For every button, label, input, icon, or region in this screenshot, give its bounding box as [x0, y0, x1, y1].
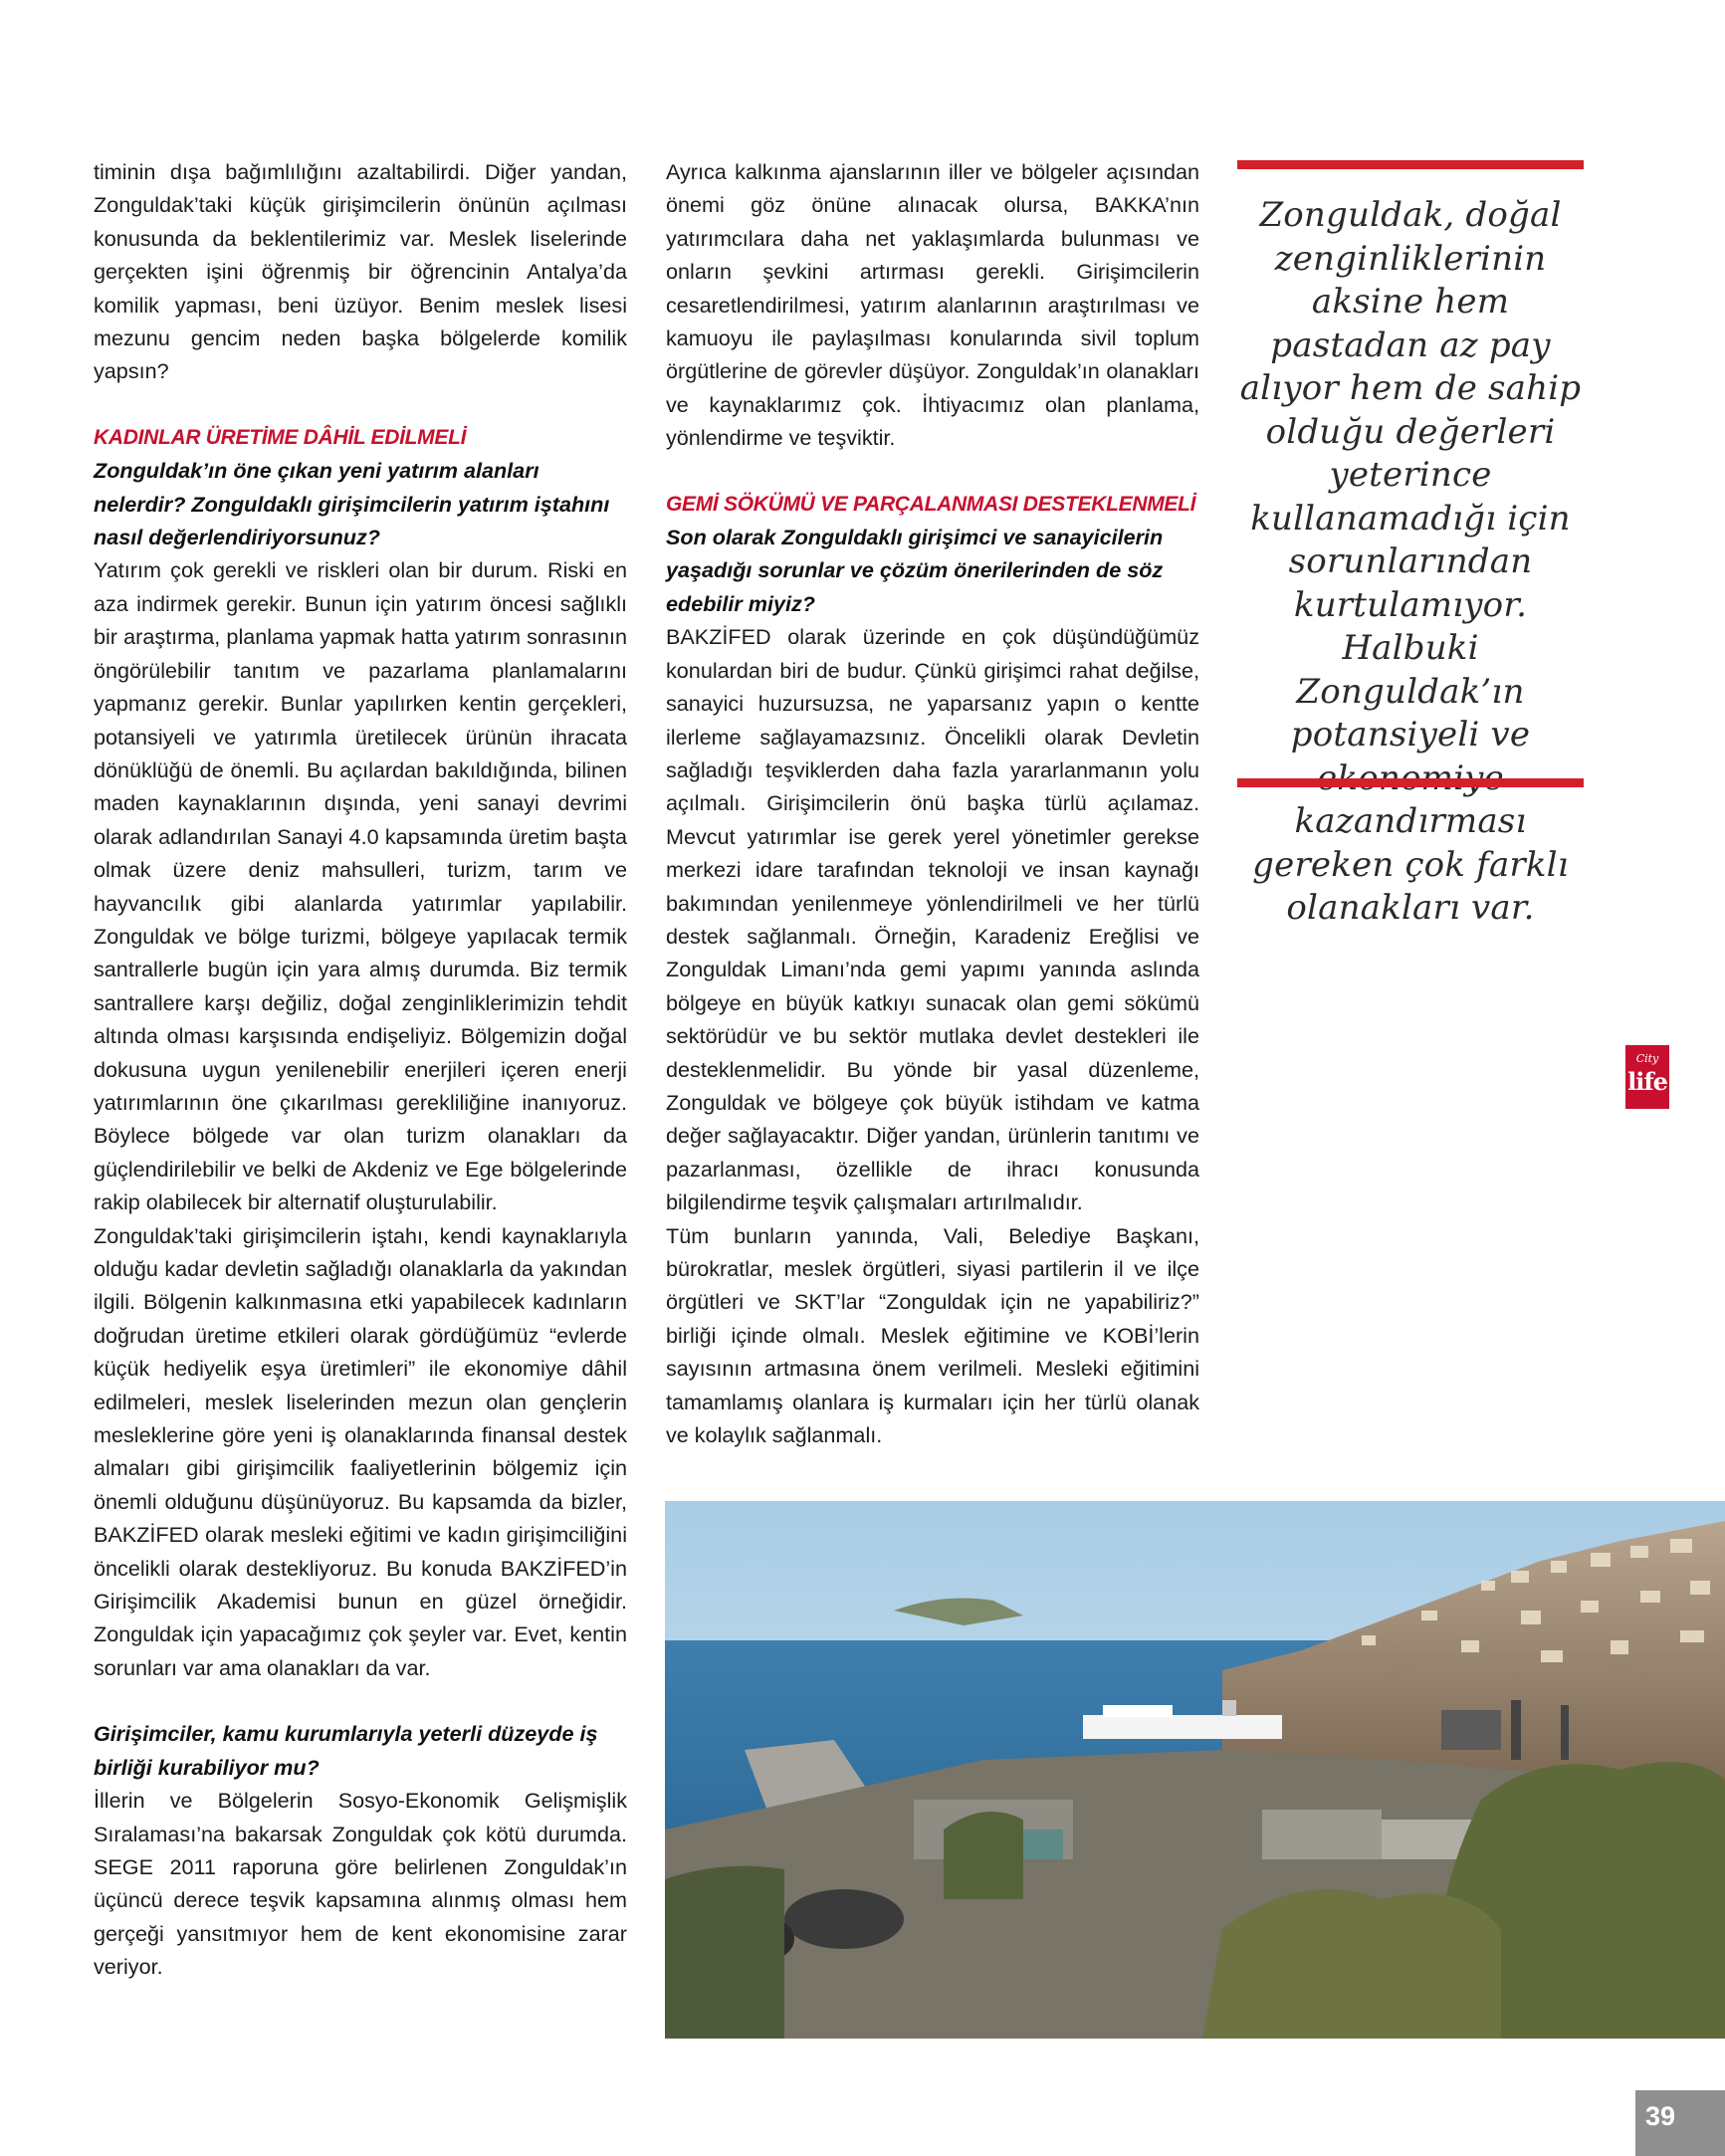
paragraph-answer: BAKZİFED olarak üzerinde en çok düşündüğümüz konulardan biri de budur. Çünkü girişimci rahat değilse, sanayici huzursuzsa, ne yaparsanız yapın o kentte ilerleme sağlayamazsınız. Öncelikli olarak Devletin sağladığı teşviklerden daha fazla yararlanmanın yolu açılmalı. Girişimcilerin önü başka türlü açılamaz. Mevcut yatırımlar ise gerek yerel yönetimler gerekse merkezi idare tarafından teknoloji ve insan kaynağı bakımından yenilenmeye yönlendirilmeli ve her türlü destek sağlanmalı. Örneğin, Karadeniz Ereğlisi ve Zonguldak Limanı’nda gemi yapımı yanında aslında bölgeye en büyük katkıyı sunacak olan gemi sökümü sektörüdür ve bu sektör mutlaka devlet destekleri ile desteklenmelidir. Bu yönde bir yasal düzenleme, Zonguldak ve bölgeye çok büyük istihdam ve katma değer sağlayacaktır. Diğer yandan, ürünlerin tanıtımı ve pazarlanması, özellikle de ihracı konusunda bilgilendirme teşvik çalışmaları artırılmalıdır. — [666, 624, 1199, 1215]
harbor-city-photo — [665, 1501, 1725, 2039]
city-life-logo — [1625, 1045, 1669, 1109]
paragraph-answer: Zonguldak’taki girişimcilerin iştahı, kendi kaynaklarıyla olduğu kadar devletin sağladığı olanaklarla da yakından ilgili. Bölgenin kalkınmasına etki yapabilecek kadınların doğrudan üretime etkileri olarak gördüğümüz “evlerde küçük hediyelik eşya üretimleri” ile ekonomiye dâhil edilmeleri, meslek liselerinden mezun olan gençlerin mesleklerine göre yeni iş olanaklarında finansal destek almaları gibi girişimcilik faaliyetlerinin bölgemiz için önemli olduğunu düşünüyoruz. Bu kapsamda da bizler, BAKZİFED olarak mesleki eğitimi ve kadın girişimciliğini öncelikli olarak destekliyoruz. Bu konuda BAKZİFED’in Girişimcilik Akademisi bunun en güzel örneğidir. Zonguldak için yapacağımız çok şeyler var. Evet, kentin sorunları var ama olanakları da var. — [94, 1222, 627, 1680]
paragraph-intro: timinin dışa bağımlılığını azaltabilirdi. Diğer yandan, Zonguldak’taki küçük girişimcilerin önünün açılması konusunda da beklentilerimiz var. Meslek liselerinde gerçekten işini öğrenmiş bir öğrencinin Antalya’da komilik yapması, beni üzüyor. Benim meslek lisesi mezunu gencim neden başka bölgelerde komilik yapsın? — [94, 159, 627, 384]
paragraph-answer: Tüm bunların yanında, Vali, Belediye Başkanı, bürokratlar, meslek örgütleri, siyasi partilerin il ve ilçe örgütleri ve SKT’lar “Zonguldak için ne yapabiliriz?” birliği içinde olmalı. Meslek eğitimine ve KOBİ’lerin sayısının artmasına önem verilmeli. Mesleki eğitimini tamamlamış olanlara iş kurmaları için her türlü olanak ve kolaylık sağlanmalı. — [666, 1222, 1199, 1448]
logo-text-small: City — [1635, 1052, 1659, 1065]
section-heading-ship: GEMİ SÖKÜMÜ VE PARÇALANMASI DESTEKLENMELİ — [666, 492, 1196, 516]
interview-question: Son olarak Zonguldaklı girişimci ve sanayicilerin yaşadığı sorunlar ve çözüm önerilerinden de söz edebilir miyiz? — [666, 525, 1164, 616]
middle-column — [666, 155, 1199, 1451]
interview-question: Zonguldak’ın öne çıkan yeni yatırım alanları nelerdir? Zonguldaklı girişimcilerin yatırım iştahını nasıl değerlendiriyorsunuz? — [94, 458, 610, 550]
pull-quote-rule-bottom — [1237, 778, 1584, 787]
left-column — [94, 155, 627, 1984]
page-number: 39 — [1635, 2090, 1725, 2156]
paragraph-answer: Ayrıca kalkınma ajanslarının iller ve bölgeler açısından önemi göz önüne alınacak olursa, BAKKA’nın yatırımcılara daha net yaklaşımlarda bulunması ve onların şevkini artırması gerekli. Girişimcilerin cesaretlendirilmesi, yatırım alanlarının araştırılması ve kamuoyu ile paylaşılması konularında sivil toplum örgütlerine de görevler düşüyor. Zonguldak’ın olanakları ve kaynaklarımız çok. İhtiyacımız olan planlama, yönlendirme ve teşviktir. — [666, 159, 1199, 451]
logo-text-big: life — [1627, 1067, 1667, 1096]
pull-quote-rule-top — [1237, 160, 1584, 169]
paragraph-answer: İllerin ve Bölgelerin Sosyo-Ekonomik Gelişmişlik Sıralaması’na bakarsak Zonguldak çok kötü durumda. SEGE 2011 raporuna göre belirlenen Zonguldak’ın üçüncü derece teşvik kapsamına alınmış olması hem gerçeği yansıtmıyor hem de kent ekonomisine zarar veriyor. — [94, 1788, 627, 1980]
interview-question: Girişimciler, kamu kurumlarıyla yeterli düzeyde iş birliği kurabiliyor mu? — [94, 1721, 598, 1780]
section-heading-women: KADINLAR ÜRETİME DÂHİL EDİLMELİ — [94, 425, 467, 449]
paragraph-answer: Yatırım çok gerekli ve riskleri olan bir durum. Riski en aza indirmek gerekir. Bunun için yatırım öncesi sağlıklı bir araştırma, planlama yapmak hatta yatırım sonrasının öngörülebilir tanıtım ve pazarlama planlamalarını yapmanız gerekir. Bunlar yapılırken kentin gerçekleri, potansiyeli ve yatırımla üretilecek ürünün ihracata dönüklüğü de önemli. Bu açılardan bakıldığında, bilinen maden kaynaklarının dışında, yeni sanayi devrimi olarak adlandırılan Sanayi 4.0 kapsamında üretim başta olmak üzere deniz mahsulleri, turizm, tarım ve hayvancılık gibi alanlarda yatırımlar yapılabilir. Zonguldak ve bölge turizmi, bölgeye yapılacak termik santrallerle bugün için yara almış durumda. Biz termik santrallere karşı değiliz, doğal zenginliklerimizin tehdit altında olması karşısında endişeliyiz. Bölgemizin doğal dokusuna uygun yenilenebilir enerjileri içeren enerji yatırımlarının öne çıkarılması gerekliliğine inanıyoruz. Böylece bölgede var olan turizm olanakları da güçlendirilebilir ve belki de Akdeniz ve Ege bölgelerinde rakip olabilecek bir alternatif oluşturulabilir. — [94, 557, 627, 1215]
pull-quote: Zonguldak, doğal zenginliklerinin aksine hem pastadan az pay alıyor hem de sahip olduğu değerleri yeterince kullanamadığı için sorunlarından kurtulamıyor. Halbuki Zonguldak’ın potansiyeli ve kazandırması gereken çok farklı olanakları var. — [1239, 195, 1582, 928]
